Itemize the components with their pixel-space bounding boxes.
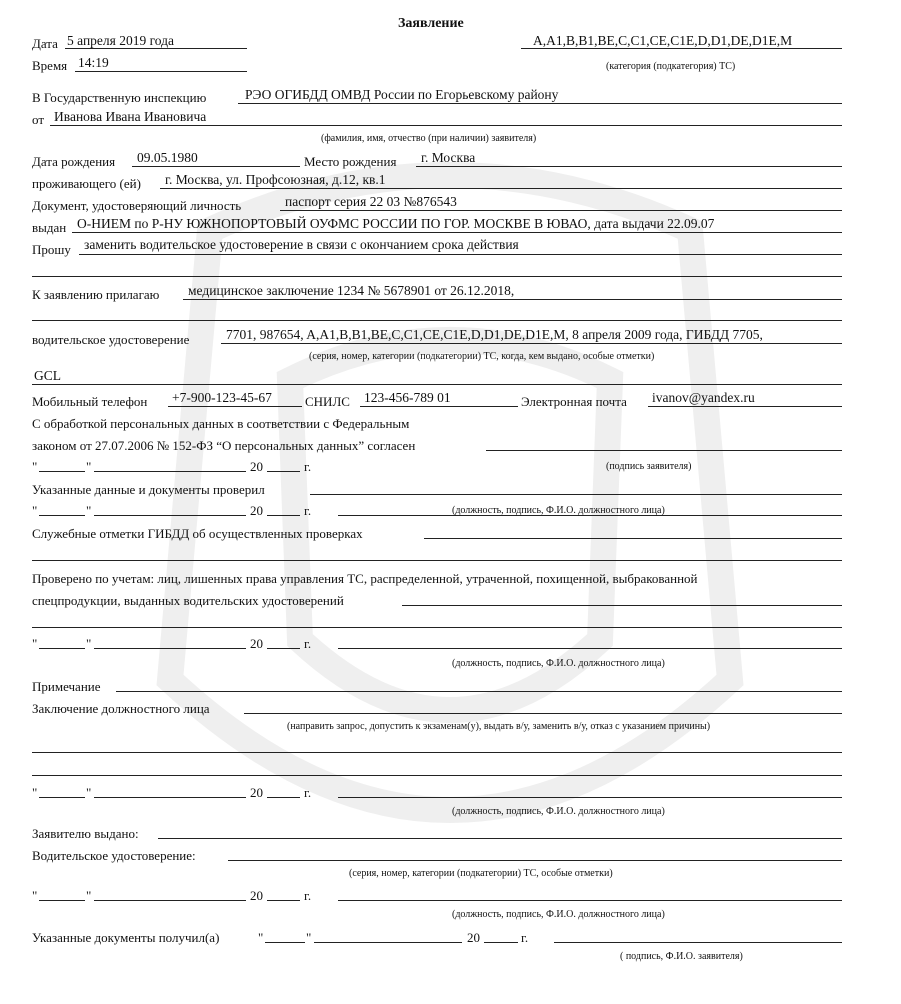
license-extra[interactable]: GCL bbox=[34, 368, 61, 383]
received-label: Указанные документы получил(а) bbox=[32, 930, 220, 945]
verified-line-2 bbox=[32, 627, 842, 628]
attachments-line bbox=[183, 299, 842, 300]
date2-quote-open: " bbox=[32, 503, 38, 518]
date2-year-suffix: г. bbox=[304, 503, 312, 518]
issued-line bbox=[72, 232, 842, 233]
from-label: от bbox=[32, 112, 45, 127]
phone-value[interactable]: +7-900-123-45-67 bbox=[172, 390, 272, 405]
inspection-value[interactable]: РЭО ОГИБДД ОМВД России по Егорьевскому району bbox=[245, 87, 559, 102]
issued-to-line bbox=[158, 838, 842, 839]
date3-day-line[interactable] bbox=[39, 648, 85, 649]
date4-day-line[interactable] bbox=[39, 797, 85, 798]
request-line-2 bbox=[32, 276, 842, 277]
date1-quote-open: " bbox=[32, 459, 38, 474]
date4-quote-open: " bbox=[32, 785, 38, 800]
birthplace-line bbox=[416, 166, 842, 167]
birth-label: Дата рождения bbox=[32, 154, 116, 169]
date-value[interactable]: 5 апреля 2019 года bbox=[67, 33, 175, 48]
received-year-prefix: 20 bbox=[467, 930, 480, 945]
date1-year-prefix: 20 bbox=[250, 459, 263, 474]
phone-label: Мобильный телефон bbox=[32, 394, 148, 409]
note-line bbox=[116, 691, 842, 692]
conclusion-line-2 bbox=[32, 752, 842, 753]
date5-year-prefix: 20 bbox=[250, 888, 263, 903]
received-year-line[interactable] bbox=[484, 942, 518, 943]
from-line bbox=[50, 125, 842, 126]
date4-year-prefix: 20 bbox=[250, 785, 263, 800]
date3-year-prefix: 20 bbox=[250, 636, 263, 651]
from-value[interactable]: Иванова Ивана Ивановича bbox=[54, 109, 207, 124]
snils-line bbox=[360, 406, 518, 407]
request-line bbox=[79, 254, 842, 255]
residence-value[interactable]: г. Москва, ул. Профсоюзная, д.12, кв.1 bbox=[165, 172, 386, 187]
consent-signature-hint: (подпись заявителя) bbox=[606, 461, 692, 472]
date5-official-line bbox=[338, 900, 842, 901]
license-hint: (серия, номер, категории (подкатегории) ТС, когда, кем выдано, особые отметки) bbox=[309, 351, 655, 362]
inspection-line bbox=[238, 103, 842, 104]
date-label: Дата bbox=[32, 36, 58, 51]
note-label: Примечание bbox=[32, 679, 101, 694]
received-quote-close: " bbox=[306, 930, 312, 945]
date3-year-suffix: г. bbox=[304, 636, 312, 651]
checked-label: Указанные данные и документы проверил bbox=[32, 482, 265, 497]
date1-day-line[interactable] bbox=[39, 471, 85, 472]
verified-line-2: спецпродукции, выданных водительских удостоверений bbox=[32, 593, 344, 608]
received-day-line[interactable] bbox=[265, 942, 305, 943]
residence-line bbox=[160, 188, 842, 189]
received-hint: ( подпись, Ф.И.О. заявителя) bbox=[620, 951, 743, 962]
date5-year-line[interactable] bbox=[267, 900, 300, 901]
verified-line bbox=[402, 605, 842, 606]
official-hint-3: (должность, подпись, Ф.И.О. должностного лица) bbox=[452, 806, 665, 817]
date5-year-suffix: г. bbox=[304, 888, 312, 903]
date1-year-suffix: г. bbox=[304, 459, 312, 474]
phone-line bbox=[168, 406, 302, 407]
consent-signature-line bbox=[486, 450, 842, 451]
date2-quote-close: " bbox=[86, 503, 92, 518]
date3-quote-open: " bbox=[32, 636, 38, 651]
date4-year-line[interactable] bbox=[267, 797, 300, 798]
received-signature-line bbox=[554, 942, 842, 943]
conclusion-label: Заключение должностного лица bbox=[32, 701, 210, 716]
issued-license-label: Водительское удостоверение: bbox=[32, 848, 196, 863]
date1-quote-close: " bbox=[86, 459, 92, 474]
date5-month-line[interactable] bbox=[94, 900, 246, 901]
email-label: Электронная почта bbox=[521, 394, 627, 409]
categories-hint: (категория (подкатегория) ТС) bbox=[606, 61, 736, 72]
attachments-value[interactable]: медицинское заключение 1234 № 5678901 от 26.12.2018, bbox=[188, 283, 515, 298]
date5-day-line[interactable] bbox=[39, 900, 85, 901]
date2-month-line[interactable] bbox=[94, 515, 246, 516]
date2-year-prefix: 20 bbox=[250, 503, 263, 518]
issued-license-hint: (серия, номер, категории (подкатегории) ТС, особые отметки) bbox=[349, 868, 613, 879]
date1-month-line[interactable] bbox=[94, 471, 246, 472]
received-year-suffix: г. bbox=[521, 930, 529, 945]
residence-label: проживающего (ей) bbox=[32, 176, 141, 191]
birthplace-label: Место рождения bbox=[304, 154, 397, 169]
birth-line bbox=[132, 166, 300, 167]
date1-year-line[interactable] bbox=[267, 471, 300, 472]
date5-quote-open: " bbox=[32, 888, 38, 903]
received-month-line[interactable] bbox=[314, 942, 462, 943]
inspection-label: В Государственную инспекцию bbox=[32, 90, 207, 105]
snils-label: СНИЛС bbox=[305, 394, 350, 409]
date4-month-line[interactable] bbox=[94, 797, 246, 798]
checked-line bbox=[310, 494, 842, 495]
categories-value[interactable]: A,A1,B,B1,BE,C,C1,CE,C1E,D,D1,DE,D1E,M bbox=[533, 33, 793, 48]
from-hint: (фамилия, имя, отчество (при наличии) заявителя) bbox=[321, 133, 537, 144]
attachments-line-2 bbox=[32, 320, 842, 321]
license-value[interactable]: 7701, 987654, A,A1,B,B1,BE,C,C1,CE,C1E,D,D1,DE,D1E,M, 8 апреля 2009 года, ГИБДД 7705, bbox=[226, 327, 763, 342]
email-value[interactable]: ivanov@yandex.ru bbox=[652, 390, 755, 405]
date5-quote-close: " bbox=[86, 888, 92, 903]
license-label: водительское удостоверение bbox=[32, 332, 190, 347]
date3-year-line[interactable] bbox=[267, 648, 300, 649]
conclusion-line-3 bbox=[32, 775, 842, 776]
official-hint-1: (должность, подпись, Ф.И.О. должностного лица) bbox=[452, 505, 665, 516]
date4-quote-close: " bbox=[86, 785, 92, 800]
official-hint-2: (должность, подпись, Ф.И.О. должностного лица) bbox=[452, 658, 665, 669]
date3-official-line bbox=[338, 648, 842, 649]
service-notes-label: Служебные отметки ГИБДД об осуществленных проверках bbox=[32, 526, 363, 541]
date3-month-line[interactable] bbox=[94, 648, 246, 649]
email-line bbox=[648, 406, 842, 407]
document-label: Документ, удостоверяющий личность bbox=[32, 198, 242, 213]
consent-line-1: С обработкой персональных данных в соответствии с Федеральным bbox=[32, 416, 410, 431]
license-extra-line bbox=[32, 384, 842, 385]
birth-value[interactable]: 09.05.1980 bbox=[137, 150, 198, 165]
date2-day-line[interactable] bbox=[39, 515, 85, 516]
document-line bbox=[280, 210, 842, 211]
service-notes-line-2 bbox=[32, 560, 842, 561]
time-value[interactable]: 14:19 bbox=[78, 55, 109, 70]
time-label: Время bbox=[32, 58, 68, 73]
date2-year-line[interactable] bbox=[267, 515, 300, 516]
birthplace-value[interactable]: г. Москва bbox=[421, 150, 476, 165]
attachments-label: К заявлению прилагаю bbox=[32, 287, 160, 302]
consent-line-2: законом от 27.07.2006 № 152-ФЗ “О персональных данных” согласен bbox=[32, 438, 416, 453]
issued-license-line bbox=[228, 860, 842, 861]
issued-to-label: Заявителю выдано: bbox=[32, 826, 139, 841]
request-value[interactable]: заменить водительское удостоверение в связи с окончанием срока действия bbox=[84, 237, 519, 252]
conclusion-hint: (направить запрос, допустить к экзаменам(у), выдать в/у, заменить в/у, отказ с указанием причины) bbox=[287, 721, 711, 732]
time-line bbox=[75, 71, 247, 72]
categories-line bbox=[521, 48, 842, 49]
conclusion-line bbox=[244, 713, 842, 714]
verified-line-1: Проверено по учетам: лиц, лишенных права управления ТС, распределенной, утраченной, похищенной, выбракованной bbox=[32, 571, 698, 586]
date4-year-suffix: г. bbox=[304, 785, 312, 800]
date-line bbox=[65, 48, 247, 49]
date3-quote-close: " bbox=[86, 636, 92, 651]
official-hint-4: (должность, подпись, Ф.И.О. должностного лица) bbox=[452, 909, 665, 920]
request-label: Прошу bbox=[32, 242, 71, 257]
issued-value[interactable]: О-НИЕМ по Р-НУ ЮЖНОПОРТОВЫЙ ОУФМС РОССИИ ПО ГОР. МОСКВЕ В ЮВАО, дата выдачи 22.09.07 bbox=[77, 216, 715, 231]
issued-label: выдан bbox=[32, 220, 67, 235]
document-title: Заявление bbox=[398, 16, 464, 31]
snils-value[interactable]: 123-456-789 01 bbox=[364, 390, 451, 405]
date4-official-line bbox=[338, 797, 842, 798]
received-quote-open: " bbox=[258, 930, 264, 945]
service-notes-line bbox=[424, 538, 842, 539]
document-value[interactable]: паспорт серия 22 03 №876543 bbox=[285, 194, 457, 209]
license-line bbox=[221, 343, 842, 344]
